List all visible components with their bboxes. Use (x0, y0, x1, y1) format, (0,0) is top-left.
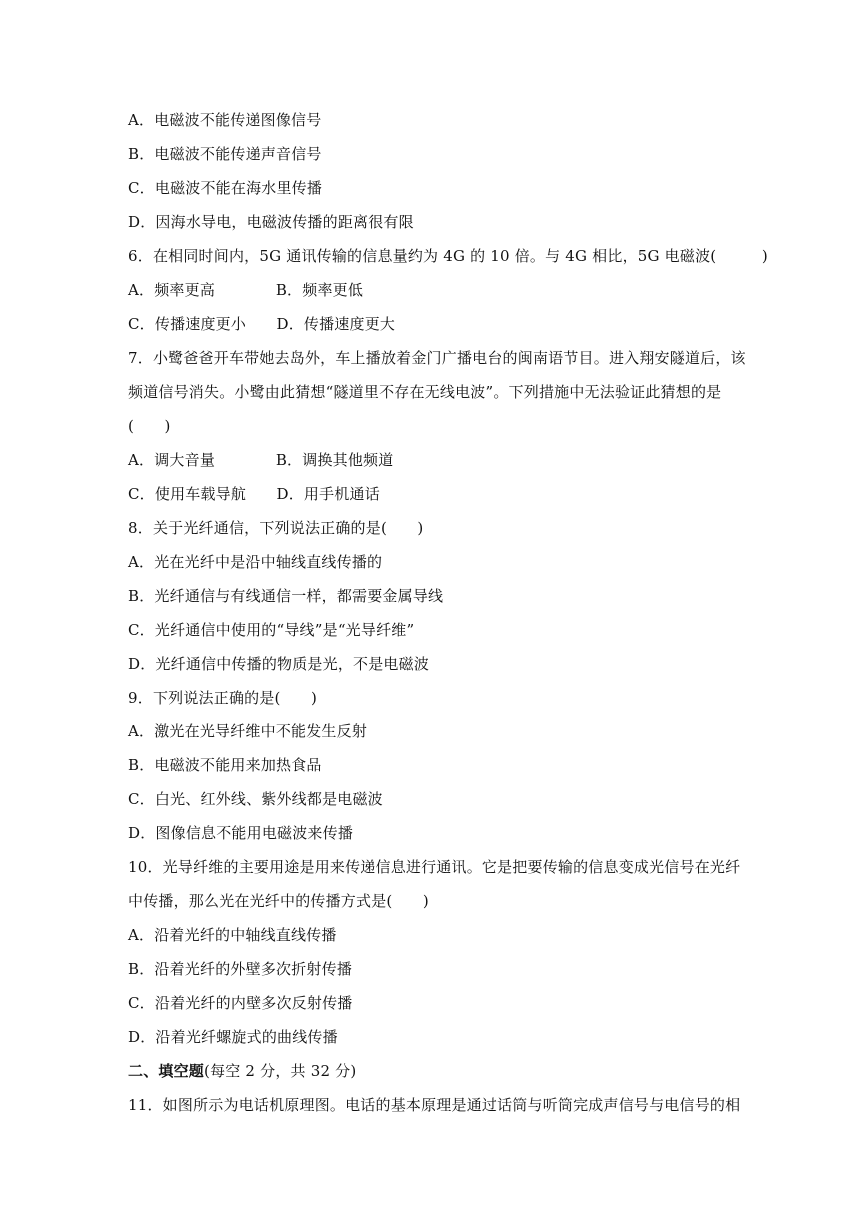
option-5c: C．电磁波不能在海水里传播 (128, 179, 323, 197)
question-10-line1: 10．光导纤维的主要用途是用来传递信息进行通讯。它是把要传输的信息变成光信号在光纤 (128, 858, 741, 876)
question-9: 9．下列说法正确的是( ) (128, 689, 318, 707)
option-8d: D．光纤通信中传播的物质是光，不是电磁波 (128, 655, 430, 673)
options-7ab: A．调大音量 B．调换其他频道 (128, 451, 394, 469)
option-9d: D．图像信息不能用电磁波来传播 (128, 824, 354, 842)
section-title: 二、填空题 (128, 1062, 205, 1080)
option-10b: B．沿着光纤的外壁多次折射传播 (128, 960, 353, 978)
section-heading (128, 1061, 740, 1081)
option-10a: A．沿着光纤的中轴线直线传播 (128, 926, 337, 944)
option-10c: C．沿着光纤的内壁多次反射传播 (128, 994, 353, 1012)
option-9a: A．激光在光导纤维中不能发生反射 (128, 722, 368, 740)
options-6cd: C．传播速度更小 D．传播速度更大 (128, 315, 396, 333)
question-7-line1: 7．小鹭爸爸开车带她去岛外，车上播放着金门广播电台的闽南语节目。进入翔安隧道后，该 (128, 349, 746, 367)
option-8a: A．光在光纤中是沿中轴线直线传播的 (128, 553, 383, 571)
options-6ab: A．频率更高 B．频率更低 (128, 281, 364, 299)
question-10-line2: 中传播，那么光在光纤中的传播方式是( ) (128, 892, 429, 910)
question-8: 8．关于光纤通信，下列说法正确的是( ) (128, 519, 424, 537)
options-7cd: C．使用车载导航 D．用手机通话 (128, 485, 380, 503)
option-10d: D．沿着光纤螺旋式的曲线传播 (128, 1028, 338, 1046)
option-5a: A．电磁波不能传递图像信号 (128, 111, 322, 129)
option-8b: B．光纤通信与有线通信一样，都需要金属导线 (128, 587, 444, 605)
option-5b: B．电磁波不能传递声音信号 (128, 145, 322, 163)
question-6: 6．在相同时间内，5G 通讯传输的信息量约为 4G 的 10 倍。与 4G 相比，5G 电磁波( ) (128, 247, 768, 265)
option-9b: B．电磁波不能用来加热食品 (128, 756, 322, 774)
option-5d: D．因海水导电，电磁波传播的距离很有限 (128, 213, 414, 231)
option-8c: C．光纤通信中使用的“导线”是“光导纤维” (128, 621, 415, 639)
question-11-line1: 11．如图所示为电话机原理图。电话的基本原理是通过话筒与听筒完成声信号与电信号的相 (128, 1096, 741, 1114)
question-7-line3: ( ) (128, 417, 171, 435)
section-score-note: (每空 2 分，共 32 分) (204, 1062, 357, 1080)
question-7-line2: 频道信号消失。小鹭由此猜想“隧道里不存在无线电波”。下列措施中无法验证此猜想的是 (128, 383, 722, 401)
option-9c: C．白光、红外线、紫外线都是电磁波 (128, 790, 383, 808)
